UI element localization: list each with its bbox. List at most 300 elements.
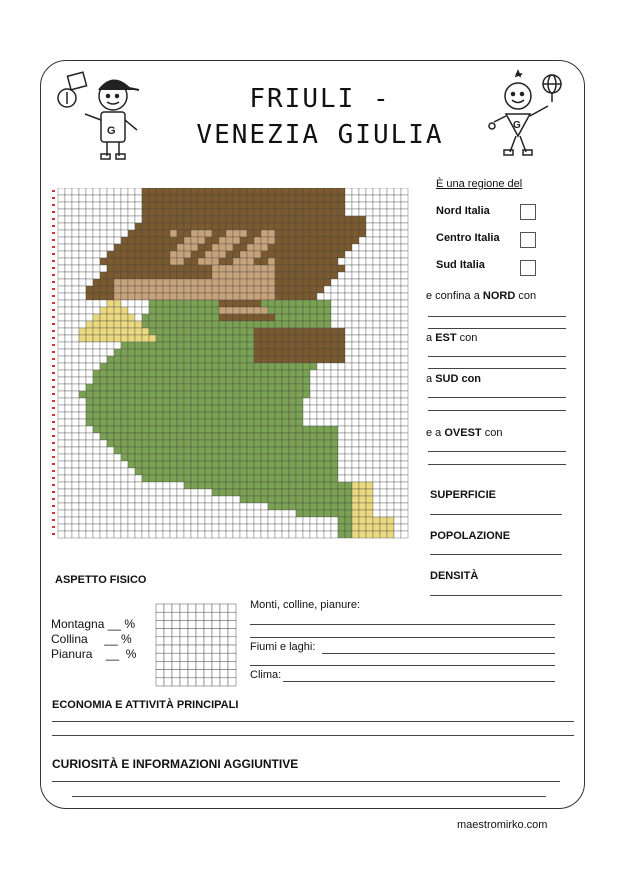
map-cell: [121, 496, 128, 503]
border-north-line2[interactable]: [428, 328, 566, 329]
page-title-line1: FRIULI -: [249, 84, 391, 114]
map-cell: [247, 503, 254, 510]
percentage-grid-cell[interactable]: [204, 670, 212, 678]
map-cell: [380, 237, 387, 244]
map-cell: [254, 286, 261, 293]
percentage-grid[interactable]: [155, 603, 237, 687]
map-cell: [317, 195, 324, 202]
map-cell: [233, 398, 240, 405]
percentage-grid-cell[interactable]: [172, 620, 180, 628]
percentage-grid-cell[interactable]: [228, 653, 236, 661]
map-cell: [366, 475, 373, 482]
map-cell: [310, 454, 317, 461]
percentage-grid-cell[interactable]: [204, 604, 212, 612]
map-cell: [275, 426, 282, 433]
percentage-grid-cell[interactable]: [212, 661, 220, 669]
percentage-grid-cell[interactable]: [228, 678, 236, 686]
option-sud-checkbox[interactable]: [520, 260, 536, 276]
percentage-grid-cell[interactable]: [228, 612, 236, 620]
map-cell: [226, 384, 233, 391]
map-cell: [198, 503, 205, 510]
map-cell: [247, 377, 254, 384]
percentage-grid-cell[interactable]: [180, 612, 188, 620]
map-cell: [289, 391, 296, 398]
percentage-grid-cell[interactable]: [180, 620, 188, 628]
map-cell: [114, 489, 121, 496]
percentage-grid-cell[interactable]: [156, 653, 164, 661]
map-cell: [261, 517, 268, 524]
map-cell: [177, 202, 184, 209]
percentage-grid-cell[interactable]: [228, 629, 236, 637]
percentage-grid-cell[interactable]: [156, 629, 164, 637]
map-cell: [198, 510, 205, 517]
percentage-grid-cell[interactable]: [204, 637, 212, 645]
map-cell: [373, 286, 380, 293]
percentage-grid-cell[interactable]: [188, 678, 196, 686]
map-cell: [205, 321, 212, 328]
percentage-grid-cell[interactable]: [196, 661, 204, 669]
map-cell: [275, 496, 282, 503]
map-cell: [170, 251, 177, 258]
percentage-grid-cell[interactable]: [204, 678, 212, 686]
percentage-grid-cell[interactable]: [172, 661, 180, 669]
map-cell: [240, 377, 247, 384]
percentage-grid-cell[interactable]: [156, 661, 164, 669]
map-cell: [205, 454, 212, 461]
percentage-grid-cell[interactable]: [180, 653, 188, 661]
curiosita-line1[interactable]: [52, 781, 560, 782]
map-cell: [317, 328, 324, 335]
map-cell: [359, 531, 366, 538]
map-cell: [114, 503, 121, 510]
map-cell: [380, 321, 387, 328]
map-cell: [135, 279, 142, 286]
percentage-grid-cell[interactable]: [188, 670, 196, 678]
percentage-grid-cell[interactable]: [172, 645, 180, 653]
map-cell: [282, 517, 289, 524]
map-cell: [324, 300, 331, 307]
map-cell: [240, 531, 247, 538]
percentage-grid-cell[interactable]: [212, 629, 220, 637]
percentage-grid-cell[interactable]: [164, 629, 172, 637]
map-cell: [212, 349, 219, 356]
map-cell: [394, 426, 401, 433]
map-cell: [100, 188, 107, 195]
map-cell: [387, 328, 394, 335]
map-cell: [317, 510, 324, 517]
map-cell: [317, 293, 324, 300]
percentage-grid-cell[interactable]: [228, 604, 236, 612]
option-nord-checkbox[interactable]: [520, 204, 536, 220]
map-cell: [401, 279, 408, 286]
percentage-grid-cell[interactable]: [164, 604, 172, 612]
map-cell: [394, 398, 401, 405]
percentage-grid-cell[interactable]: [196, 670, 204, 678]
map-cell: [135, 447, 142, 454]
percentage-grid-cell[interactable]: [164, 653, 172, 661]
percentage-grid-cell[interactable]: [196, 653, 204, 661]
percentage-grid-cell[interactable]: [164, 645, 172, 653]
map-cell: [387, 293, 394, 300]
map-cell: [394, 482, 401, 489]
percentage-grid-cell[interactable]: [172, 637, 180, 645]
percentage-grid-cell[interactable]: [164, 637, 172, 645]
map-cell: [142, 265, 149, 272]
percentage-grid-cell[interactable]: [220, 670, 228, 678]
map-cell: [247, 300, 254, 307]
percentage-grid-cell[interactable]: [188, 637, 196, 645]
percentage-grid-cell[interactable]: [196, 637, 204, 645]
map-cell: [233, 447, 240, 454]
map-cell: [275, 440, 282, 447]
densita-line[interactable]: [430, 595, 562, 596]
map-cell: [149, 300, 156, 307]
border-west-line1[interactable]: [428, 451, 566, 452]
clima-line[interactable]: [283, 681, 555, 682]
percentage-grid-cell[interactable]: [164, 670, 172, 678]
map-cell: [198, 356, 205, 363]
fiumi-line2[interactable]: [250, 665, 555, 666]
map-cell: [394, 237, 401, 244]
map-cell: [163, 384, 170, 391]
percentage-grid-cell[interactable]: [180, 678, 188, 686]
map-cell: [394, 440, 401, 447]
superficie-line[interactable]: [430, 514, 562, 515]
map-cell: [142, 356, 149, 363]
map-cell: [303, 202, 310, 209]
map-cell: [163, 482, 170, 489]
map-cell: [163, 286, 170, 293]
map-cell: [240, 426, 247, 433]
map-cell: [114, 356, 121, 363]
percentage-grid-cell[interactable]: [220, 637, 228, 645]
percentage-grid-cell[interactable]: [228, 661, 236, 669]
map-cell: [380, 363, 387, 370]
economia-line1[interactable]: [52, 721, 574, 722]
map-cell: [310, 475, 317, 482]
map-cell: [58, 363, 65, 370]
fiumi-line1[interactable]: [322, 653, 555, 654]
percentage-grid-cell[interactable]: [204, 612, 212, 620]
border-south-line1[interactable]: [428, 397, 566, 398]
map-cell: [282, 321, 289, 328]
map-cell: [401, 496, 408, 503]
map-cell: [359, 524, 366, 531]
map-cell: [121, 468, 128, 475]
percentage-grid-cell[interactable]: [204, 620, 212, 628]
map-cell: [198, 391, 205, 398]
map-cell: [226, 342, 233, 349]
percentage-grid-cell[interactable]: [188, 661, 196, 669]
map-cell: [366, 272, 373, 279]
percentage-grid-cell[interactable]: [220, 645, 228, 653]
map-cell: [352, 412, 359, 419]
percentage-grid-cell[interactable]: [220, 678, 228, 686]
border-east-line1[interactable]: [428, 356, 566, 357]
percentage-grid-cell[interactable]: [180, 670, 188, 678]
map-cell: [359, 405, 366, 412]
map-cell: [198, 286, 205, 293]
map-cell: [219, 272, 226, 279]
map-cell: [135, 237, 142, 244]
percentage-grid-cell[interactable]: [196, 612, 204, 620]
percentage-grid-cell[interactable]: [188, 629, 196, 637]
map-cell: [401, 426, 408, 433]
percentage-grid-cell[interactable]: [156, 637, 164, 645]
map-cell: [345, 377, 352, 384]
border-south-line2[interactable]: [428, 410, 566, 411]
map-cell: [247, 349, 254, 356]
map-cell: [268, 447, 275, 454]
map-cell: [387, 384, 394, 391]
map-cell: [58, 300, 65, 307]
popolazione-line[interactable]: [430, 554, 562, 555]
percentage-grid-cell[interactable]: [204, 653, 212, 661]
map-cell: [233, 517, 240, 524]
percentage-grid-cell[interactable]: [164, 620, 172, 628]
percentage-grid-cell[interactable]: [156, 645, 164, 653]
map-cell: [359, 454, 366, 461]
map-cell: [58, 286, 65, 293]
map-cell: [247, 314, 254, 321]
percentage-grid-cell[interactable]: [164, 661, 172, 669]
map-cell: [107, 300, 114, 307]
percentage-grid-cell[interactable]: [188, 653, 196, 661]
map-cell: [219, 307, 226, 314]
map-cell: [275, 468, 282, 475]
map-cell: [107, 370, 114, 377]
percentage-grid-cell[interactable]: [204, 661, 212, 669]
map-cell: [100, 412, 107, 419]
percentage-grid-cell[interactable]: [220, 604, 228, 612]
map-cell: [212, 258, 219, 265]
map-cell: [65, 314, 72, 321]
percentage-grid-cell[interactable]: [172, 612, 180, 620]
percentage-grid-cell[interactable]: [220, 661, 228, 669]
percentage-grid-cell[interactable]: [172, 653, 180, 661]
percentage-grid-cell[interactable]: [172, 629, 180, 637]
map-cell: [240, 223, 247, 230]
percentage-grid-cell[interactable]: [172, 670, 180, 678]
map-cell: [100, 286, 107, 293]
map-cell: [191, 468, 198, 475]
map-cell: [324, 405, 331, 412]
map-cell: [93, 384, 100, 391]
percentage-grid-cell[interactable]: [212, 678, 220, 686]
map-cell: [387, 321, 394, 328]
map-cell: [331, 447, 338, 454]
map-cell: [226, 377, 233, 384]
map-cell: [170, 335, 177, 342]
map-cell: [65, 377, 72, 384]
percentage-grid-cell[interactable]: [196, 604, 204, 612]
percentage-grid-cell[interactable]: [212, 637, 220, 645]
map-cell: [282, 398, 289, 405]
map-cell: [100, 419, 107, 426]
percentage-grid-cell[interactable]: [180, 645, 188, 653]
map-cell: [282, 496, 289, 503]
map-cell: [198, 223, 205, 230]
map-cell: [394, 209, 401, 216]
map-cell: [233, 335, 240, 342]
percentage-grid-cell[interactable]: [188, 645, 196, 653]
map-cell: [65, 279, 72, 286]
map-cell: [65, 202, 72, 209]
map-cell: [394, 244, 401, 251]
percentage-grid-cell[interactable]: [172, 604, 180, 612]
percentage-grid-cell[interactable]: [228, 637, 236, 645]
percentage-grid-cell[interactable]: [180, 629, 188, 637]
map-cell: [205, 503, 212, 510]
map-cell: [338, 370, 345, 377]
map-cell: [226, 468, 233, 475]
map-cell: [331, 503, 338, 510]
map-cell: [79, 216, 86, 223]
percentage-grid-cell[interactable]: [212, 612, 220, 620]
percentage-grid-cell[interactable]: [220, 620, 228, 628]
map-cell: [387, 279, 394, 286]
percentage-grid-cell[interactable]: [204, 629, 212, 637]
percentage-grid-cell[interactable]: [196, 620, 204, 628]
map-cell: [65, 307, 72, 314]
map-cell: [79, 314, 86, 321]
map-cell: [289, 447, 296, 454]
map-cell: [121, 342, 128, 349]
border-east-line2[interactable]: [428, 368, 566, 369]
map-cell: [79, 419, 86, 426]
map-cell: [198, 433, 205, 440]
map-cell: [282, 328, 289, 335]
map-cell: [191, 405, 198, 412]
percentage-grid-cell[interactable]: [196, 629, 204, 637]
map-cell: [268, 503, 275, 510]
percentage-grid-cell[interactable]: [164, 678, 172, 686]
map-cell: [282, 447, 289, 454]
map-cell: [317, 342, 324, 349]
map-cell: [86, 237, 93, 244]
economia-line2[interactable]: [52, 735, 574, 736]
map-cell: [177, 279, 184, 286]
map-cell: [135, 377, 142, 384]
percentage-grid-cell[interactable]: [164, 612, 172, 620]
percentage-grid-cell[interactable]: [156, 612, 164, 620]
map-cell: [72, 524, 79, 531]
map-cell: [156, 496, 163, 503]
map-cell: [205, 496, 212, 503]
map-cell: [142, 307, 149, 314]
percentage-grid-cell[interactable]: [156, 670, 164, 678]
map-cell: [261, 433, 268, 440]
map-cell: [373, 384, 380, 391]
percentage-grid-cell[interactable]: [180, 604, 188, 612]
map-cell: [100, 461, 107, 468]
percentage-grid-cell[interactable]: [212, 620, 220, 628]
border-north-line1[interactable]: [428, 316, 566, 317]
percentage-grid-cell[interactable]: [196, 645, 204, 653]
percentage-grid-cell[interactable]: [180, 637, 188, 645]
percentage-grid-cell[interactable]: [188, 612, 196, 620]
map-cell: [128, 370, 135, 377]
map-cell: [240, 419, 247, 426]
map-cell: [359, 188, 366, 195]
percentage-grid-cell[interactable]: [220, 612, 228, 620]
option-centro-checkbox[interactable]: [520, 232, 536, 248]
percentage-grid-cell[interactable]: [212, 653, 220, 661]
map-cell: [352, 524, 359, 531]
map-cell: [177, 461, 184, 468]
map-cell: [240, 454, 247, 461]
map-cell: [254, 419, 261, 426]
percentage-grid-cell[interactable]: [212, 604, 220, 612]
map-cell: [184, 433, 191, 440]
map-cell: [324, 244, 331, 251]
map-cell: [380, 384, 387, 391]
map-cell: [366, 314, 373, 321]
percentage-grid-cell[interactable]: [156, 678, 164, 686]
percentage-grid-cell[interactable]: [188, 620, 196, 628]
map-cell: [65, 300, 72, 307]
percentage-grid-cell[interactable]: [212, 670, 220, 678]
map-cell: [135, 230, 142, 237]
map-cell: [184, 202, 191, 209]
monti-line2[interactable]: [250, 637, 555, 638]
map-cell: [163, 412, 170, 419]
percentage-grid-cell[interactable]: [212, 645, 220, 653]
percentage-grid-cell[interactable]: [220, 653, 228, 661]
map-cell: [184, 272, 191, 279]
map-cell: [135, 314, 142, 321]
curiosita-line2[interactable]: [72, 796, 546, 797]
map-cell: [163, 398, 170, 405]
map-cell: [296, 510, 303, 517]
map-cell: [177, 216, 184, 223]
map-cell: [324, 293, 331, 300]
map-cell: [289, 293, 296, 300]
percentage-grid-cell[interactable]: [180, 661, 188, 669]
map-cell: [163, 279, 170, 286]
map-cell: [163, 510, 170, 517]
map-cell: [261, 202, 268, 209]
map-cell: [254, 503, 261, 510]
map-cell: [86, 370, 93, 377]
percentage-grid-cell[interactable]: [228, 620, 236, 628]
map-cell: [324, 230, 331, 237]
map-cell: [114, 398, 121, 405]
map-cell: [345, 412, 352, 419]
percentage-grid-cell[interactable]: [188, 604, 196, 612]
monti-line1[interactable]: [250, 624, 555, 625]
percentage-grid-cell[interactable]: [204, 645, 212, 653]
percentage-grid-cell[interactable]: [220, 629, 228, 637]
percentage-grid-cell[interactable]: [172, 678, 180, 686]
border-west-line2[interactable]: [428, 464, 566, 465]
percentage-grid-cell[interactable]: [156, 604, 164, 612]
map-cell: [156, 461, 163, 468]
percentage-grid-cell[interactable]: [228, 670, 236, 678]
map-cell: [142, 440, 149, 447]
percentage-grid-cell[interactable]: [196, 678, 204, 686]
map-cell: [282, 244, 289, 251]
percentage-grid-cell[interactable]: [156, 620, 164, 628]
map-row-marker: [52, 197, 55, 199]
map-cell: [303, 398, 310, 405]
map-cell: [310, 209, 317, 216]
map-cell: [268, 363, 275, 370]
map-cell: [338, 251, 345, 258]
map-cell: [58, 356, 65, 363]
percentage-grid-cell[interactable]: [228, 645, 236, 653]
map-cell: [163, 202, 170, 209]
